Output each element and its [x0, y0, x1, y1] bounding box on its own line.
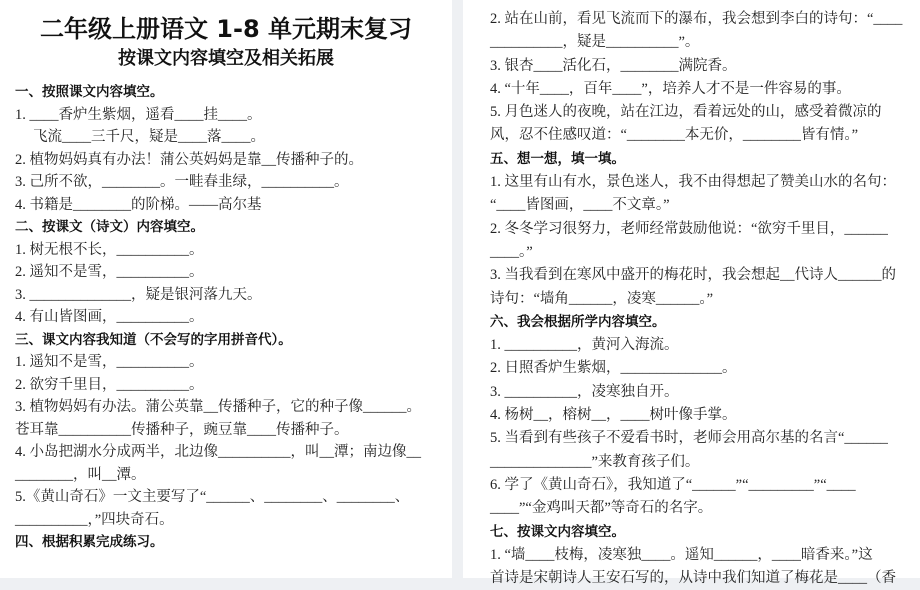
right-page-content [490, 8, 902, 590]
section-heading: 五、想一想，填一填。 [490, 150, 625, 167]
exercise-line: __________，疑是__________”。 [490, 34, 700, 51]
exercise-line: 飞流____三千尺，疑是____落____。 [33, 129, 265, 145]
exercise-line: 1. “墙____枝梅，凌寒独____。遥知______，____暗香来。”这 [490, 546, 873, 563]
exercise-line: ________，叫__潭。 [15, 466, 146, 483]
exercise-line: 5.《黄山奇石》一文主要写了“______、________、________、 [15, 489, 410, 505]
section-heading: 四、根据积累完成练习。 [15, 534, 164, 550]
exercise-line: 诗句：“墙角______，凌寒______。” [490, 290, 714, 307]
document-page-right [463, 0, 920, 587]
section-heading: 六、我会根据所学内容填空。 [490, 313, 666, 330]
exercise-line: ____。” [490, 243, 533, 260]
exercise-line: 1. 这里有山有水，景色迷人，我不由得想起了赞美山水的名句： [490, 174, 896, 191]
exercise-line: 3. 当我看到在寒风中盛开的梅花时，我会想起__代诗人______的 [490, 267, 896, 284]
exercise-line: 1. 遥知不是雪，__________。 [15, 354, 204, 370]
exercise-line: 6. 学了《黄山奇石》，我知道了“______”“_________”“____ [490, 476, 856, 493]
exercise-line: 1. ____香炉生紫烟，遥看____挂____。 [15, 106, 262, 123]
section-heading: 一、按照课文内容填空。 [15, 84, 164, 100]
exercise-line: 2. 遥知不是雪，__________。 [15, 264, 204, 280]
exercise-line: __________，”四块奇石。 [15, 511, 174, 528]
section-heading: 二、按课文（诗文）内容填空。 [15, 219, 204, 235]
exercise-line: 4. 有山皆图画，__________。 [15, 309, 204, 325]
exercise-line: ______________”来教育孩子们。 [490, 453, 700, 470]
exercise-line: 2. 植物妈妈真有办法！蒲公英妈妈是靠__传播种子的。 [15, 151, 363, 168]
section-heading: 三、课文内容我知道（不会写的字用拼音代）。 [15, 331, 292, 348]
exercise-line: 1. __________，黄河入海流。 [490, 337, 679, 354]
exercise-line: 5. 当看到有些孩子不爱看书时，老师会用高尔基的名言“______ [490, 430, 888, 447]
document-page-left [0, 0, 452, 578]
exercise-line: 风，忍不住感叹道：“________本无价，________皆有情。” [490, 127, 859, 144]
exercise-line: 2. 冬冬学习很努力，老师经常鼓励他说：“欲穷千里目，______ [490, 220, 888, 237]
exercise-line: 苍耳靠__________传播种子，豌豆靠____传播种子。 [15, 421, 349, 438]
exercise-line: 3. 植物妈妈有办法。蒲公英靠__传播种子，它的种子像______。 [15, 399, 421, 415]
exercise-line: 3. ______________，疑是银河落九天。 [15, 286, 262, 303]
exercise-line: 4. 书籍是________的阶梯。——高尔基 [15, 196, 262, 213]
exercise-line: 3. 己所不欲，________。一畦春韭绿，__________。 [15, 174, 349, 190]
section-heading: 七、按课文内容填空。 [490, 523, 625, 540]
exercise-line: 首诗是宋朝诗人王安石写的，从诗中我们知道了梅花是____（香 [490, 570, 896, 587]
exercise-line: 4. 杨树__，榕树__，____树叶像手掌。 [490, 407, 737, 424]
exercise-line: 1. 树无根不长，__________。 [15, 241, 204, 258]
exercise-line: 3. __________，凌寒独自开。 [490, 383, 679, 400]
exercise-line: 2. 站在山前，看见飞流而下的瀑布，我会想到李白的诗句：“____ [490, 11, 903, 27]
exercise-line: 4. “十年____，百年____”，培养人才不是一件容易的事。 [490, 80, 851, 97]
left-page-content [15, 81, 421, 554]
exercise-line: 2. 欲穷千里目，__________。 [15, 376, 204, 393]
exercise-line: 5. 月色迷人的夜晚，站在江边，看着远处的山，感受着微凉的 [490, 104, 882, 121]
exercise-line: ____”“金鸡叫天都”等奇石的名字。 [490, 500, 713, 517]
exercise-line: 4. 小岛把湖水分成两半，北边像__________，叫__潭；南边像__ [15, 444, 421, 460]
exercise-line: “____皆图画，____不文章。” [490, 197, 670, 214]
document-subtitle: 按课文内容填空及相关拓展 [118, 48, 334, 69]
document-title: 二年级上册语文 1-8 单元期末复习 [39, 15, 413, 43]
exercise-line: 3. 银杏____活化石，________满院香。 [490, 57, 737, 74]
exercise-line: 2. 日照香炉生紫烟，______________。 [490, 360, 737, 377]
